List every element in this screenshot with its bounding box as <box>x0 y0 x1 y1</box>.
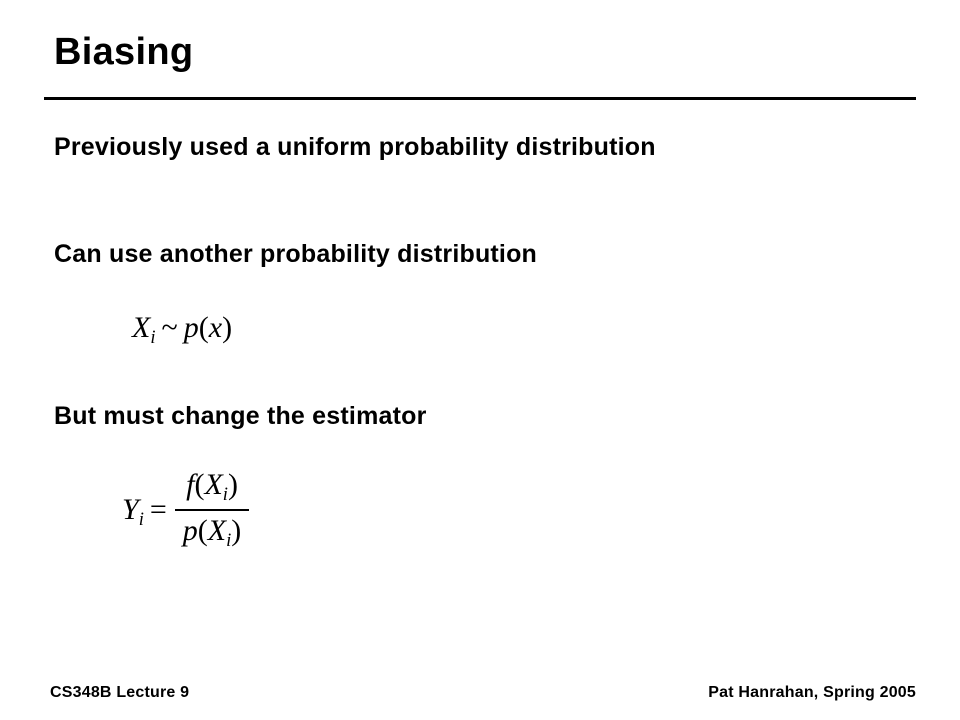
equation-1-relation: ~ <box>161 311 178 344</box>
footer-author-label: Pat Hanrahan, Spring 2005 <box>708 684 916 701</box>
equation-2-lhs-variable: Y <box>122 492 139 526</box>
equation-2-relation: = <box>149 492 167 526</box>
equation-2-fraction <box>175 468 250 552</box>
equation-2-numerator-open-paren: ( <box>194 468 205 501</box>
equation-1-open-paren: ( <box>198 311 209 344</box>
equation-2-lhs-subscript: i <box>138 508 144 530</box>
equation-1-lhs-variable: X <box>132 311 151 344</box>
equation-2-denominator-close-paren: ) <box>231 513 242 547</box>
bullet-item-1: Previously used a uniform probability distribution <box>54 133 656 161</box>
equation-sampling-distribution <box>132 311 232 349</box>
equation-2-denominator-open-paren: ( <box>197 513 208 547</box>
equation-2-fraction-bar <box>175 509 250 511</box>
page-title: Biasing <box>54 31 194 73</box>
equation-1-rhs-argument: x <box>208 311 223 344</box>
equation-estimator <box>122 470 251 554</box>
equation-2-numerator-subscript: i <box>222 483 228 505</box>
bullet-item-2: Can use another probability distribution <box>54 240 538 268</box>
equation-2-denominator-variable: X <box>207 513 227 547</box>
footer-lecture-label: CS348B Lecture 9 <box>50 684 190 701</box>
equation-1-rhs-function: p <box>183 311 199 344</box>
bullet-item-3: But must change the estimator <box>54 402 427 430</box>
equation-2-numerator <box>175 468 250 507</box>
equation-1-close-paren: ) <box>222 311 233 344</box>
equation-1-lhs-subscript: i <box>150 326 156 348</box>
equation-2-denominator <box>175 513 250 552</box>
equation-2-denominator-subscript: i <box>226 529 232 551</box>
title-divider <box>44 97 916 100</box>
equation-2-numerator-close-paren: ) <box>227 468 238 501</box>
equation-2-numerator-variable: X <box>204 468 223 501</box>
equation-2-denominator-function: p <box>182 513 198 547</box>
equation-2-numerator-function: f <box>186 468 195 501</box>
